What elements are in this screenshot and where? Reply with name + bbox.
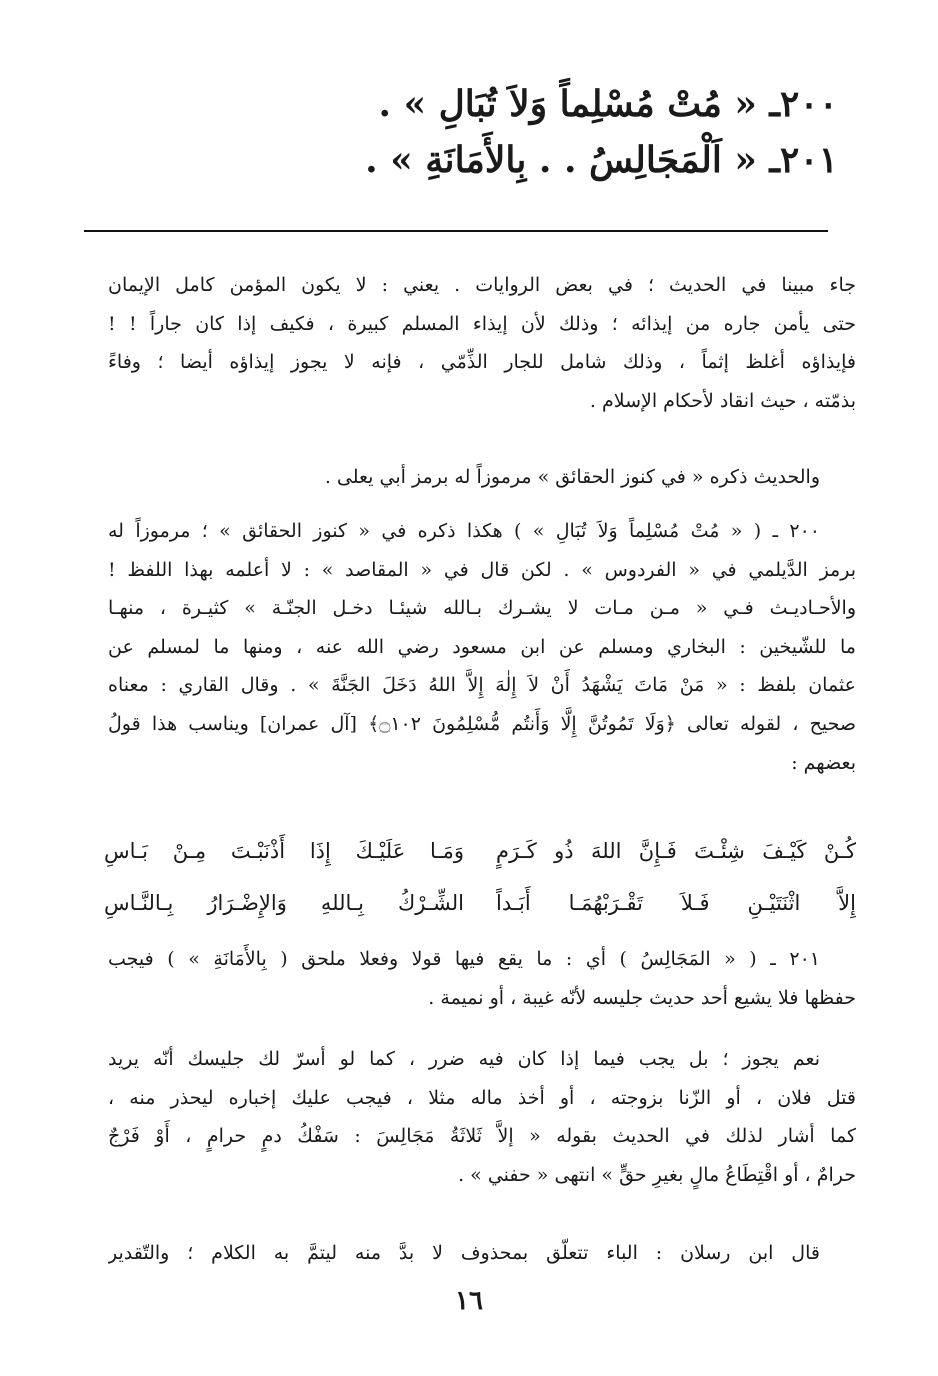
- poem-first-hemistich: كُـنْ كَيْـفَ شِئْـتَ فَـإِنَّ اللهَ ذُو كَـرَمٍ: [496, 839, 856, 863]
- text-line: برمز الدَّيلمي في « الفردوس » . لكن قال في « المقاصد » : لا أعلمه بهذا اللفظ !: [108, 558, 856, 581]
- text-line: صحيح ، لقوله تعالى ﴿وَلَا تَمُوتُنَّ إِلَّا وَأَنتُم مُّسْلِمُونَ ۝١٠٢﴾ [آل عمران] ويناسب هذا قولُ: [108, 712, 856, 735]
- heading-hadith-200: ٢٠٠ـ « مُتْ مُسْلِماً وَلاَ تُبَالِ » .: [378, 83, 838, 125]
- text-line: ٢٠١ ـ ( « المَجَالِسُ ) أي : ما يقع فيها قولا وفعلا ملحق ( بِالأَمَانَةِ » ) فيجب: [108, 948, 820, 970]
- text-line: قال ابن رسلان : الباء تتعلّق بمحذوف لا بدَّ منه ليتمَّ به الكلام ؛ والتّقدير: [108, 1242, 820, 1264]
- text-line: نعم يجوز ؛ بل يجب فيما إذا كان فيه ضرر ، كما لو أسرّ لك جليسك أنّه يريد: [108, 1048, 820, 1070]
- text-line: حفظها فلا يشيع أحد حديث جليسه لأنّه غيبة ، أو نميمة .: [428, 986, 856, 1009]
- text-line: والحديث ذكره « في كنوز الحقائق » مرموزاً له برمز أبي يعلى .: [324, 466, 820, 488]
- separator-rule: [84, 230, 828, 232]
- poem-first-hemistich: إِلاَّ اثْنَتَيْـنِ فَـلاَ تَقْـرَبْهُمَـا أَبَـداً: [496, 891, 856, 915]
- paragraph-neighbor-explanation: [108, 266, 856, 420]
- text-line: فإيذاؤه أغلظ إثماً ، وذلك شامل للجار الذِّمّي ، فإنه لا يجوز إيذاؤه أيضا ؛ وفاءً: [108, 351, 856, 374]
- text-line: حتى يأمن جاره من إيذائه ؛ وذلك لأن إيذاء المسلم كبيرة ، فكيف إذا كان جاراً ! !: [108, 312, 856, 335]
- paragraph-exception: [108, 1040, 856, 1194]
- poem-second-hemistich: الشِّـرْكُ بِـاللهِ وَالإِضْـرَارُ بِـالنَّـاسِ: [104, 891, 464, 915]
- text-line: قتل فلان ، أو الزّنا بزوجته ، أو أخذ ماله مثلا ، فيجب عليك إخباره ليحذر منه ،: [108, 1086, 856, 1109]
- text-line: ٢٠٠ ـ ( « مُتْ مُسْلِماً وَلاَ تُبَالِ » ) هكذا ذكره في « كنوز الحقائق » ؛ مرموزاً له: [108, 520, 820, 542]
- text-line: كما أشار لذلك في الحديث بقوله « إلاَّ ثَلاثَةُ مَجَالِسَ : سَفْكُ دمٍ حرامٍ ، أَوْ فَرْجٌ: [108, 1125, 856, 1148]
- page-number: ١٦: [455, 1286, 483, 1316]
- heading-hadith-201: ٢٠١ـ « اَلْمَجَالِسُ . . بِالأَمَانَةِ » .: [365, 139, 838, 181]
- text-line: والأحـاديـث فـي « مـن مـات لا يشـرك بـالله شيئـا دخـل الجنّـة » كثيـرة ، منهـا: [108, 597, 856, 620]
- paragraph-ibn-raslan: [108, 1234, 856, 1273]
- poem-second-hemistich: وَمَـا عَلَيْـكَ إِذَا أَذْنَبْـتَ مِـنْ بَـاسِ: [104, 839, 464, 863]
- text-line: بعضهم :: [791, 751, 856, 774]
- text-line: حرامٌ ، أو اقْتِطَاعُ مالٍ بغيرِ حقٍّ » انتهى « حفني » .: [458, 1163, 856, 1186]
- poem-verse-1: [104, 833, 856, 869]
- text-line: عثمان بلفظ : « مَنْ مَاتَ يَشْهَدُ أَنْ لاَ إِلٰهَ إِلاَّ اللهُ دَخَلَ الجَنَّةَ » . وقال القاري : معناه: [108, 674, 856, 697]
- paragraph-hadith-200-commentary: [108, 512, 856, 782]
- paragraph-source-note: [108, 458, 856, 497]
- poem-verse-2: [104, 885, 856, 921]
- text-line: ما للشّيخين : البخاري ومسلم عن ابن مسعود رضي الله عنه ، ومنها ما لمسلم عن: [108, 635, 856, 658]
- text-line: بذمّته ، حيث انقاد لأحكام الإسلام .: [589, 389, 856, 412]
- paragraph-hadith-201-commentary: [108, 940, 856, 1017]
- text-line: جاء مبينا في الحديث ؛ في بعض الروايات . يعني : لا يكون المؤمن كامل الإيمان: [108, 274, 856, 296]
